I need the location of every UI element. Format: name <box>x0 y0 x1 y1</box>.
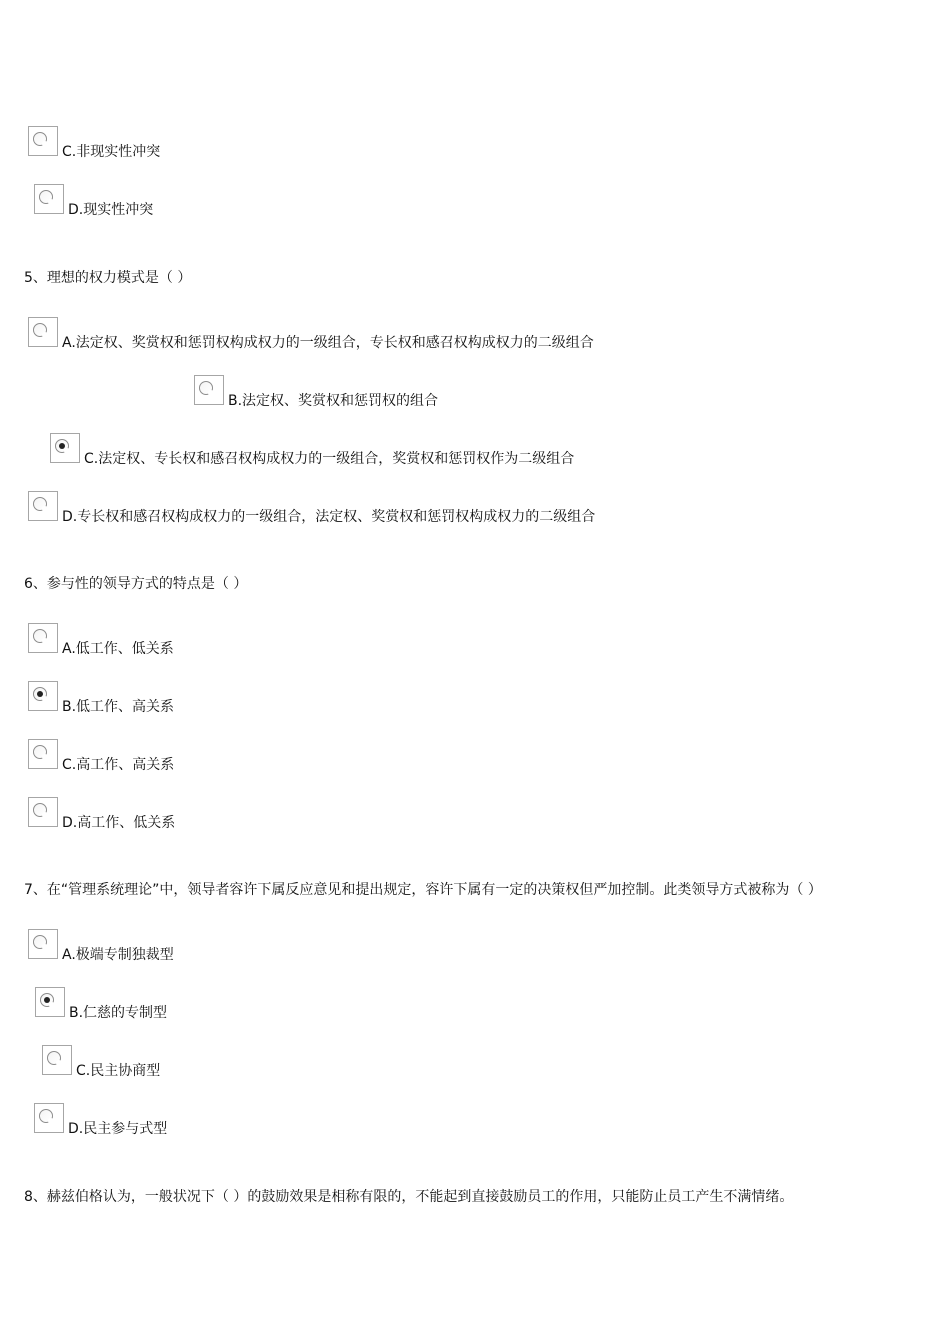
radio-selected-icon[interactable] <box>40 993 54 1007</box>
radio-icon[interactable] <box>39 1109 53 1123</box>
radio-box[interactable] <box>28 739 58 769</box>
radio-box[interactable] <box>28 681 58 711</box>
option-label: D.民主参与式型 <box>68 1121 168 1137</box>
option-label: C.民主协商型 <box>76 1063 161 1079</box>
radio-box[interactable] <box>28 797 58 827</box>
radio-box[interactable] <box>34 1103 64 1133</box>
radio-icon[interactable] <box>33 803 47 817</box>
radio-box[interactable] <box>28 126 58 156</box>
option-label: A.极端专制独裁型 <box>62 947 174 963</box>
radio-selected-icon[interactable] <box>55 439 69 453</box>
radio-box[interactable] <box>28 317 58 347</box>
question-8-text: 8、赫兹伯格认为，一般状况下（ ）的鼓励效果是相称有限的，不能起到直接鼓励员工的作用，只能防止员工产生不满情绪。 <box>24 1189 794 1205</box>
option-label: D.现实性冲突 <box>68 202 154 218</box>
radio-icon[interactable] <box>33 935 47 949</box>
option-label: B.法定权、奖赏权和惩罚权的组合 <box>228 393 439 409</box>
option-label: A.低工作、低关系 <box>62 641 174 657</box>
question-7-text: 7、在“管理系统理论”中，领导者容许下属反应意见和提出规定，容许下属有一定的决策权但严加控制。此类领导方式被称为（ ） <box>24 882 822 898</box>
option-label: B.仁慈的专制型 <box>69 1005 168 1021</box>
radio-icon[interactable] <box>33 132 47 146</box>
radio-selected-icon[interactable] <box>33 687 47 701</box>
option-label: A.法定权、奖赏权和惩罚权构成权力的一级组合，专长权和感召权构成权力的二级组合 <box>62 335 594 351</box>
radio-box[interactable] <box>28 491 58 521</box>
radio-box[interactable] <box>42 1045 72 1075</box>
option-label: D.高工作、低关系 <box>62 815 176 831</box>
option-label: C.非现实性冲突 <box>62 144 161 160</box>
radio-icon[interactable] <box>33 745 47 759</box>
radio-icon[interactable] <box>33 497 47 511</box>
option-label: C.法定权、专长权和感召权构成权力的一级组合，奖赏权和惩罚权作为二级组合 <box>84 451 575 467</box>
radio-box[interactable] <box>34 184 64 214</box>
radio-icon[interactable] <box>47 1051 61 1065</box>
radio-icon[interactable] <box>39 190 53 204</box>
radio-box[interactable] <box>28 929 58 959</box>
radio-icon[interactable] <box>199 381 213 395</box>
question-5-text: 5、理想的权力模式是（ ） <box>24 270 192 286</box>
radio-box[interactable] <box>50 433 80 463</box>
radio-box[interactable] <box>194 375 224 405</box>
option-label: B.低工作、高关系 <box>62 699 175 715</box>
radio-icon[interactable] <box>33 323 47 337</box>
option-label: C.高工作、高关系 <box>62 757 175 773</box>
question-6-text: 6、参与性的领导方式的特点是（ ） <box>24 576 248 592</box>
radio-box[interactable] <box>28 623 58 653</box>
option-label: D.专长权和感召权构成权力的一级组合，法定权、奖赏权和惩罚权构成权力的二级组合 <box>62 509 596 525</box>
radio-icon[interactable] <box>33 629 47 643</box>
radio-box[interactable] <box>35 987 65 1017</box>
